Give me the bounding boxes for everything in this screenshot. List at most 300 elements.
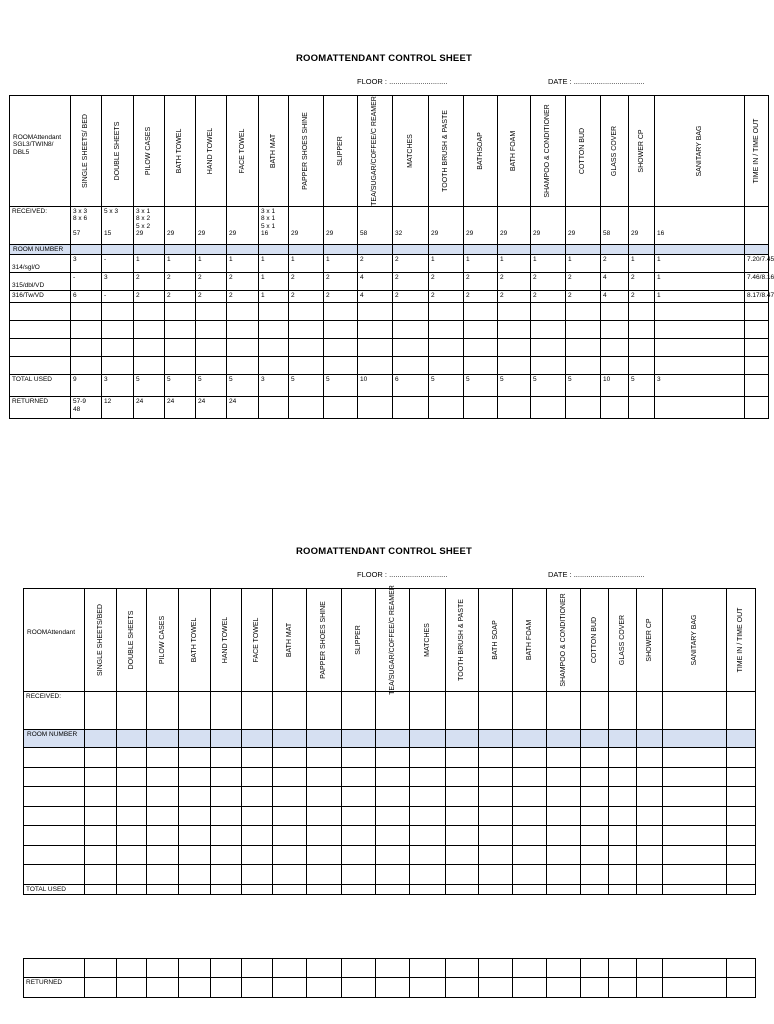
room-row-cell[interactable]: 4 — [601, 291, 629, 303]
empty-row-cell[interactable] — [479, 826, 513, 846]
room-row-cell[interactable]: 2 — [227, 273, 259, 291]
empty-row-cell[interactable] — [547, 787, 581, 807]
empty-row-cell[interactable] — [581, 767, 609, 787]
empty-row-cell[interactable] — [147, 826, 179, 846]
empty-row-cell[interactable] — [259, 303, 289, 321]
returned-row-cell[interactable] — [581, 978, 609, 998]
empty-row-cell[interactable] — [289, 339, 324, 357]
returned-row-cell[interactable] — [566, 397, 601, 419]
empty-row-cell[interactable] — [547, 826, 581, 846]
room-row-cell[interactable]: 2 — [531, 291, 566, 303]
empty-row-cell[interactable] — [376, 748, 410, 768]
empty-row-cell[interactable] — [342, 787, 376, 807]
empty-row-cell[interactable] — [179, 787, 211, 807]
empty-row-cell[interactable] — [211, 826, 242, 846]
empty-row-cell[interactable] — [71, 339, 102, 357]
room-row-cell[interactable]: 2 — [196, 291, 227, 303]
empty-row-cell[interactable] — [307, 787, 342, 807]
room-number-row-cell[interactable] — [71, 245, 102, 255]
empty-row-cell[interactable] — [179, 845, 211, 865]
room-row-cell[interactable]: 7.46/8.16 — [745, 273, 769, 291]
room-number-row-cell[interactable] — [429, 245, 464, 255]
empty-row-cell[interactable] — [273, 959, 307, 978]
empty-row-cell[interactable] — [513, 845, 547, 865]
empty-row-cell[interactable] — [165, 303, 196, 321]
received-row-cell[interactable]: 29 — [289, 207, 324, 245]
received-row-cell[interactable] — [581, 692, 609, 730]
empty-row-cell[interactable] — [531, 339, 566, 357]
room-row-cell[interactable]: 7.20/7.45 — [745, 255, 769, 273]
empty-row-cell[interactable] — [227, 303, 259, 321]
room-row-cell[interactable]: 2 — [324, 291, 358, 303]
empty-row-cell[interactable] — [663, 845, 727, 865]
total-used-row-cell[interactable]: 5 — [629, 375, 655, 397]
received-row-cell[interactable]: 29 — [531, 207, 566, 245]
empty-row-cell[interactable] — [273, 865, 307, 885]
empty-row-cell[interactable] — [429, 357, 464, 375]
room-row-cell[interactable]: 1 — [289, 255, 324, 273]
room-row-cell[interactable]: 1 — [196, 255, 227, 273]
empty-row-cell[interactable] — [637, 865, 663, 885]
empty-row-cell[interactable] — [289, 321, 324, 339]
returned-row-cell[interactable] — [259, 397, 289, 419]
empty-row-cell[interactable] — [307, 865, 342, 885]
room-number-row-cell[interactable] — [179, 730, 211, 748]
empty-row-cell[interactable] — [547, 767, 581, 787]
empty-row-cell[interactable] — [513, 806, 547, 826]
room-row-cell[interactable]: 2 — [464, 291, 498, 303]
room-row-cell[interactable]: 2 — [566, 291, 601, 303]
room-row-cell[interactable]: 2 — [531, 273, 566, 291]
returned-row-cell[interactable] — [117, 978, 147, 998]
empty-row-cell[interactable] — [566, 321, 601, 339]
room-number-row-cell[interactable] — [307, 730, 342, 748]
received-row-cell[interactable]: 29 — [165, 207, 196, 245]
returned-row-cell[interactable] — [464, 397, 498, 419]
empty-row-cell[interactable] — [637, 767, 663, 787]
empty-row-cell[interactable] — [134, 303, 165, 321]
empty-row-cell[interactable] — [117, 826, 147, 846]
empty-row-cell[interactable] — [227, 357, 259, 375]
total-used-row-cell[interactable]: 3 — [655, 375, 745, 397]
room-row-cell[interactable]: 1 — [498, 255, 531, 273]
empty-row-cell[interactable] — [581, 865, 609, 885]
empty-row-cell[interactable] — [566, 339, 601, 357]
empty-row-cell[interactable] — [464, 339, 498, 357]
room-number-row-cell[interactable] — [324, 245, 358, 255]
total-used-row-cell[interactable]: 5 — [464, 375, 498, 397]
empty-row-cell[interactable] — [196, 303, 227, 321]
empty-row-cell[interactable] — [655, 321, 745, 339]
returned-row-cell[interactable] — [376, 978, 410, 998]
room-row-cell[interactable]: 1 — [566, 255, 601, 273]
empty-row-cell[interactable] — [211, 787, 242, 807]
received-row-cell[interactable] — [745, 207, 769, 245]
empty-row-cell[interactable] — [609, 787, 637, 807]
empty-row-cell[interactable] — [429, 303, 464, 321]
room-row-cell[interactable]: 2 — [196, 273, 227, 291]
received-row-cell[interactable] — [342, 692, 376, 730]
received-row-cell[interactable]: 29 — [196, 207, 227, 245]
empty-row-cell[interactable] — [479, 787, 513, 807]
empty-row-cell[interactable] — [745, 303, 769, 321]
empty-row-cell[interactable] — [102, 357, 134, 375]
empty-row-cell[interactable] — [85, 865, 117, 885]
empty-row-cell[interactable] — [655, 303, 745, 321]
empty-row-cell[interactable] — [358, 303, 393, 321]
returned-row-cell[interactable] — [358, 397, 393, 419]
empty-row-cell[interactable] — [547, 748, 581, 768]
room-row-cell[interactable]: 2 — [498, 291, 531, 303]
empty-row-cell[interactable] — [479, 959, 513, 978]
empty-row-cell[interactable] — [581, 748, 609, 768]
returned-row-cell[interactable] — [446, 978, 479, 998]
empty-row-cell[interactable] — [745, 357, 769, 375]
empty-row-cell[interactable] — [289, 303, 324, 321]
empty-row-cell[interactable] — [211, 748, 242, 768]
received-row-cell[interactable] — [727, 692, 756, 730]
room-row-cell[interactable]: 2 — [134, 273, 165, 291]
room-row-cell[interactable]: 2 — [498, 273, 531, 291]
empty-row-cell[interactable] — [117, 748, 147, 768]
room-row-cell[interactable]: 2 — [165, 273, 196, 291]
empty-row-cell[interactable] — [376, 787, 410, 807]
room-row-cell[interactable]: 1 — [134, 255, 165, 273]
empty-row-cell[interactable] — [410, 806, 446, 826]
empty-row-cell[interactable] — [581, 826, 609, 846]
empty-row-cell[interactable] — [727, 845, 756, 865]
returned-row-cell[interactable] — [601, 397, 629, 419]
empty-row-cell[interactable] — [273, 748, 307, 768]
total-used-row-cell[interactable]: 10 — [358, 375, 393, 397]
room-number-row-cell[interactable] — [85, 730, 117, 748]
room-number-row-cell[interactable] — [289, 245, 324, 255]
room-row-cell[interactable]: 1 — [259, 291, 289, 303]
empty-row-cell[interactable] — [242, 826, 273, 846]
empty-row-cell[interactable] — [102, 303, 134, 321]
empty-row-cell[interactable] — [117, 959, 147, 978]
room-row-cell[interactable]: 2 — [601, 255, 629, 273]
total-used-row-cell[interactable] — [273, 884, 307, 894]
room-number-row-cell[interactable] — [629, 245, 655, 255]
received-row-cell[interactable]: 29 — [464, 207, 498, 245]
room-number-row-cell[interactable] — [464, 245, 498, 255]
returned-row-cell[interactable] — [498, 397, 531, 419]
empty-row-cell[interactable] — [745, 339, 769, 357]
empty-row-cell[interactable] — [102, 321, 134, 339]
returned-row-cell[interactable] — [637, 978, 663, 998]
room-row-cell[interactable]: 2 — [393, 291, 429, 303]
empty-row-cell[interactable] — [446, 845, 479, 865]
empty-row-cell[interactable] — [410, 845, 446, 865]
returned-row-cell[interactable] — [342, 978, 376, 998]
returned-row-cell[interactable] — [242, 978, 273, 998]
empty-row-cell[interactable] — [637, 959, 663, 978]
empty-row-cell[interactable] — [358, 321, 393, 339]
empty-row-cell[interactable] — [581, 845, 609, 865]
empty-row-cell[interactable] — [307, 767, 342, 787]
empty-row-cell[interactable] — [227, 321, 259, 339]
returned-row-cell[interactable]: 57-9 48 — [71, 397, 102, 419]
empty-row-cell[interactable] — [446, 806, 479, 826]
received-row-cell[interactable] — [179, 692, 211, 730]
empty-row-cell[interactable] — [745, 321, 769, 339]
empty-row-cell[interactable] — [601, 339, 629, 357]
room-number-row-cell[interactable] — [566, 245, 601, 255]
room-number-row-cell[interactable] — [601, 245, 629, 255]
empty-row-cell[interactable] — [273, 826, 307, 846]
room-row-cell[interactable]: - — [102, 291, 134, 303]
received-row-cell[interactable] — [513, 692, 547, 730]
empty-row-cell[interactable] — [273, 787, 307, 807]
returned-row-cell[interactable] — [531, 397, 566, 419]
returned-row-cell[interactable] — [745, 397, 769, 419]
empty-row-cell[interactable] — [663, 787, 727, 807]
room-row-cell[interactable]: 4 — [601, 273, 629, 291]
received-row-cell[interactable] — [273, 692, 307, 730]
room-number-row-cell[interactable] — [479, 730, 513, 748]
room-row-cell[interactable]: 2 — [629, 273, 655, 291]
empty-row-cell[interactable] — [429, 339, 464, 357]
empty-row-cell[interactable] — [179, 767, 211, 787]
empty-row-cell[interactable] — [273, 845, 307, 865]
room-number-row-cell[interactable] — [376, 730, 410, 748]
room-row-cell[interactable]: 1 — [324, 255, 358, 273]
empty-row-cell[interactable] — [196, 357, 227, 375]
empty-row-cell[interactable] — [479, 767, 513, 787]
empty-row-cell[interactable] — [393, 321, 429, 339]
received-row-cell[interactable] — [547, 692, 581, 730]
empty-row-cell[interactable] — [410, 959, 446, 978]
room-row-cell[interactable]: 1 — [227, 255, 259, 273]
total-used-row-cell[interactable] — [446, 884, 479, 894]
room-row-cell[interactable]: 1 — [655, 291, 745, 303]
received-row-cell[interactable] — [85, 692, 117, 730]
empty-row-cell[interactable] — [609, 748, 637, 768]
empty-row-cell[interactable] — [410, 748, 446, 768]
empty-row-cell[interactable] — [342, 865, 376, 885]
empty-row-cell[interactable] — [179, 806, 211, 826]
room-number-row-cell[interactable] — [358, 245, 393, 255]
returned-row-cell[interactable] — [429, 397, 464, 419]
received-row-cell[interactable]: 32 — [393, 207, 429, 245]
empty-row-cell[interactable] — [601, 321, 629, 339]
total-used-row-cell[interactable] — [179, 884, 211, 894]
total-used-row-cell[interactable]: 5 — [227, 375, 259, 397]
empty-row-cell[interactable] — [446, 787, 479, 807]
received-row-cell[interactable]: 29 — [498, 207, 531, 245]
empty-row-cell[interactable] — [663, 767, 727, 787]
empty-row-cell[interactable] — [289, 357, 324, 375]
returned-row-cell[interactable] — [211, 978, 242, 998]
total-used-row-cell[interactable]: 5 — [196, 375, 227, 397]
empty-row-cell[interactable] — [342, 767, 376, 787]
empty-row-cell[interactable] — [324, 303, 358, 321]
returned-row-cell[interactable] — [655, 397, 745, 419]
empty-row-cell[interactable] — [727, 748, 756, 768]
total-used-row-cell[interactable] — [85, 884, 117, 894]
total-used-row-cell[interactable] — [242, 884, 273, 894]
empty-row-cell[interactable] — [242, 748, 273, 768]
empty-row-cell[interactable] — [179, 826, 211, 846]
received-row-cell[interactable]: 29 — [227, 207, 259, 245]
empty-row-cell[interactable] — [342, 826, 376, 846]
total-used-row-cell[interactable]: 5 — [289, 375, 324, 397]
empty-row-cell[interactable] — [446, 767, 479, 787]
total-used-row-cell[interactable] — [147, 884, 179, 894]
empty-row-cell[interactable] — [179, 748, 211, 768]
empty-row-cell[interactable] — [446, 959, 479, 978]
received-row-cell[interactable]: 29 — [324, 207, 358, 245]
empty-row-cell[interactable] — [446, 826, 479, 846]
returned-row-cell[interactable] — [479, 978, 513, 998]
empty-row-cell[interactable] — [117, 767, 147, 787]
empty-row-cell[interactable] — [134, 321, 165, 339]
empty-row-cell[interactable] — [609, 865, 637, 885]
empty-row-cell[interactable] — [609, 959, 637, 978]
empty-row-cell[interactable] — [464, 303, 498, 321]
total-used-row-cell[interactable]: 5 — [429, 375, 464, 397]
room-row-cell[interactable]: 1 — [165, 255, 196, 273]
room-row-cell[interactable]: 2 — [324, 273, 358, 291]
empty-row-cell[interactable] — [259, 357, 289, 375]
room-row-cell[interactable]: 1 — [259, 273, 289, 291]
returned-row-cell[interactable] — [410, 978, 446, 998]
room-number-row-cell[interactable] — [581, 730, 609, 748]
room-row-cell[interactable]: 2 — [227, 291, 259, 303]
empty-row-cell[interactable] — [307, 826, 342, 846]
empty-row-cell[interactable] — [446, 865, 479, 885]
total-used-row-cell[interactable] — [581, 884, 609, 894]
room-row-cell[interactable]: 2 — [566, 273, 601, 291]
total-used-row-cell[interactable] — [376, 884, 410, 894]
empty-row-cell[interactable] — [147, 806, 179, 826]
empty-row-cell[interactable] — [637, 787, 663, 807]
empty-row-cell[interactable] — [117, 787, 147, 807]
total-used-row-cell[interactable] — [637, 884, 663, 894]
returned-row-cell[interactable] — [663, 978, 727, 998]
room-row-cell[interactable]: 1 — [259, 255, 289, 273]
total-used-row-cell[interactable] — [342, 884, 376, 894]
empty-row-cell[interactable] — [609, 845, 637, 865]
empty-row-cell[interactable] — [117, 865, 147, 885]
empty-row-cell[interactable] — [324, 357, 358, 375]
received-row-cell[interactable] — [117, 692, 147, 730]
empty-row-cell[interactable] — [513, 826, 547, 846]
returned-row-cell[interactable] — [307, 978, 342, 998]
received-row-cell[interactable]: 5 x 3 15 — [102, 207, 134, 245]
room-number-row-cell[interactable] — [134, 245, 165, 255]
empty-row-cell[interactable] — [655, 339, 745, 357]
room-number-row-cell[interactable] — [259, 245, 289, 255]
empty-row-cell[interactable] — [211, 806, 242, 826]
total-used-row-cell[interactable]: 5 — [165, 375, 196, 397]
returned-row-cell[interactable] — [85, 978, 117, 998]
received-row-cell[interactable]: 58 — [601, 207, 629, 245]
empty-row-cell[interactable] — [165, 321, 196, 339]
empty-row-cell[interactable] — [376, 806, 410, 826]
returned-row-cell[interactable]: 24 — [227, 397, 259, 419]
room-row-cell[interactable]: 2 — [393, 255, 429, 273]
returned-row-cell[interactable]: 24 — [196, 397, 227, 419]
returned-row-cell[interactable] — [393, 397, 429, 419]
room-number-row-cell[interactable] — [227, 245, 259, 255]
room-row-cell[interactable]: 6 — [71, 291, 102, 303]
empty-row-cell[interactable] — [629, 339, 655, 357]
empty-row-cell[interactable] — [211, 865, 242, 885]
empty-row-cell[interactable] — [393, 339, 429, 357]
empty-row-cell[interactable] — [211, 845, 242, 865]
returned-row-cell[interactable] — [513, 978, 547, 998]
empty-row-cell[interactable] — [601, 357, 629, 375]
empty-row-cell[interactable] — [513, 865, 547, 885]
total-used-row-cell[interactable]: 5 — [531, 375, 566, 397]
empty-row-cell[interactable] — [464, 357, 498, 375]
total-used-row-cell[interactable] — [663, 884, 727, 894]
room-row-cell[interactable]: 2 — [289, 273, 324, 291]
empty-row-cell[interactable] — [102, 339, 134, 357]
empty-row-cell[interactable] — [581, 959, 609, 978]
returned-row-cell[interactable] — [273, 978, 307, 998]
empty-row-cell[interactable] — [376, 865, 410, 885]
received-row-cell[interactable]: 58 — [358, 207, 393, 245]
received-row-cell[interactable] — [446, 692, 479, 730]
returned-row-cell[interactable]: 24 — [165, 397, 196, 419]
empty-row-cell[interactable] — [513, 787, 547, 807]
empty-row-cell[interactable] — [242, 787, 273, 807]
received-row-cell[interactable] — [376, 692, 410, 730]
empty-row-cell[interactable] — [324, 321, 358, 339]
empty-row-cell[interactable] — [147, 865, 179, 885]
returned-row-cell[interactable] — [547, 978, 581, 998]
empty-row-cell[interactable] — [446, 748, 479, 768]
empty-row-cell[interactable] — [547, 806, 581, 826]
room-row-cell[interactable]: - — [71, 273, 102, 291]
empty-row-cell[interactable] — [273, 767, 307, 787]
total-used-row-cell[interactable]: 5 — [134, 375, 165, 397]
empty-row-cell[interactable] — [637, 806, 663, 826]
empty-row-cell[interactable] — [479, 748, 513, 768]
empty-row-cell[interactable] — [242, 845, 273, 865]
empty-row-cell[interactable] — [637, 826, 663, 846]
empty-row-cell[interactable] — [179, 959, 211, 978]
returned-row-cell[interactable] — [147, 978, 179, 998]
total-used-row-cell[interactable] — [513, 884, 547, 894]
room-row-cell[interactable]: 4 — [358, 291, 393, 303]
empty-row-cell[interactable] — [117, 806, 147, 826]
empty-row-cell[interactable] — [85, 767, 117, 787]
empty-row-cell[interactable] — [479, 806, 513, 826]
empty-row-cell[interactable] — [727, 767, 756, 787]
empty-row-cell[interactable] — [727, 959, 756, 978]
empty-row-cell[interactable] — [147, 959, 179, 978]
empty-row-cell[interactable] — [259, 321, 289, 339]
empty-row-cell[interactable] — [273, 806, 307, 826]
empty-row-cell[interactable] — [410, 865, 446, 885]
empty-row-cell[interactable] — [531, 321, 566, 339]
empty-row-cell[interactable] — [531, 357, 566, 375]
empty-row-cell[interactable] — [629, 357, 655, 375]
total-used-row-cell[interactable]: 5 — [566, 375, 601, 397]
empty-row-cell[interactable] — [342, 748, 376, 768]
empty-row-cell[interactable] — [71, 357, 102, 375]
empty-row-cell[interactable] — [727, 787, 756, 807]
empty-row-cell[interactable] — [165, 339, 196, 357]
empty-row-cell[interactable] — [547, 865, 581, 885]
returned-row-cell[interactable]: 24 — [134, 397, 165, 419]
empty-row-cell[interactable] — [547, 845, 581, 865]
received-row-cell[interactable]: 3 x 1 8 x 1 5 x 1 16 — [259, 207, 289, 245]
